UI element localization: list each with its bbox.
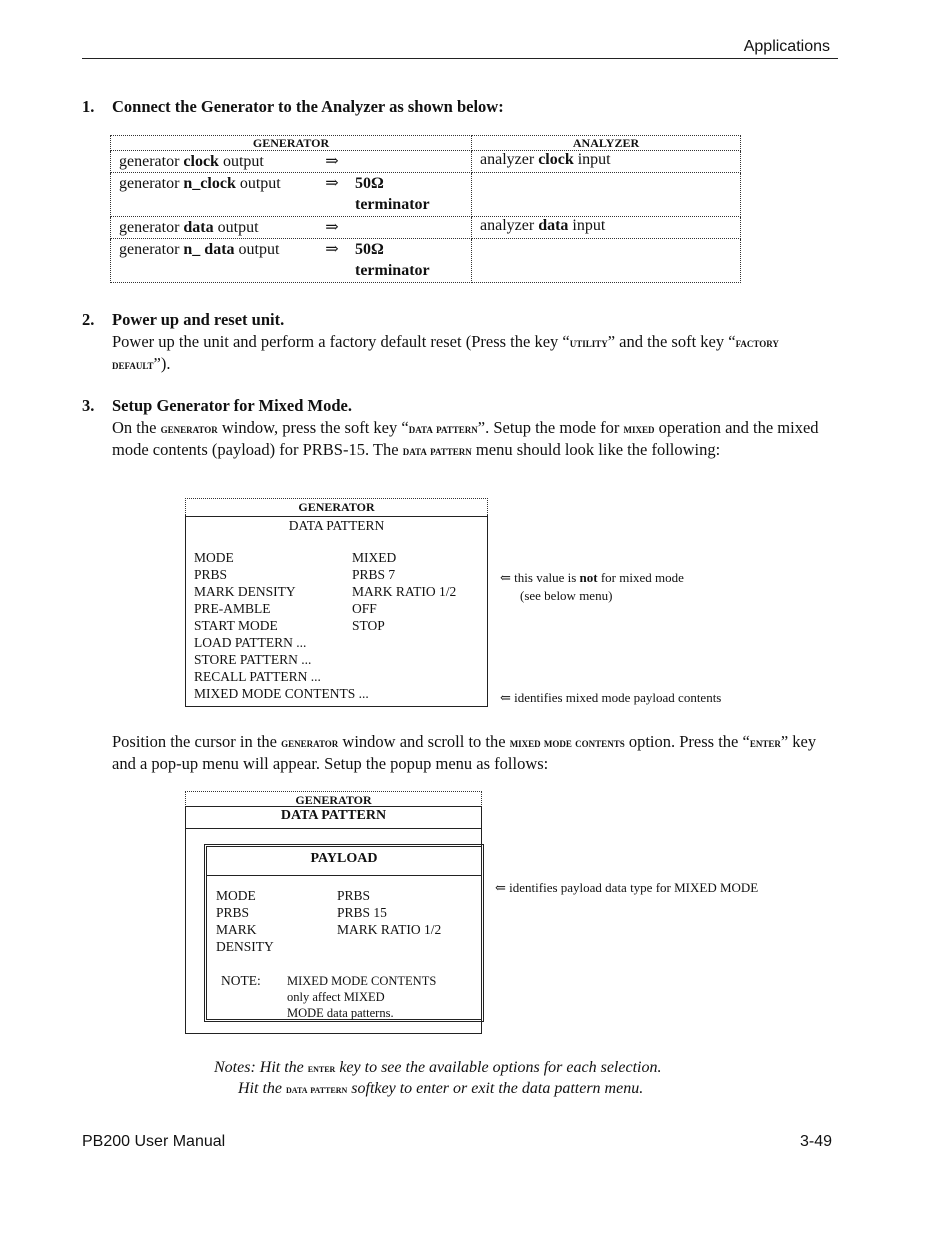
list-item [194, 634, 487, 651]
key-generator: generator [160, 421, 218, 436]
cell-bold: n_clock [183, 175, 236, 192]
list-item [194, 651, 487, 668]
menu-value: MIXED [352, 550, 397, 565]
text-bold: not [579, 570, 598, 585]
step-number: 2. [82, 310, 95, 329]
payload-popup [204, 844, 484, 1022]
text: Power up the unit and perform a factory default reset (Press the key “ [112, 332, 570, 351]
list-item [194, 617, 487, 634]
cell-text: generator [119, 175, 184, 192]
cell-text: output [234, 241, 280, 258]
menu-value: PRBS 15 [337, 905, 387, 920]
menu-key: MARK [216, 922, 257, 937]
cell-bold: clock [183, 153, 219, 170]
softkey-data-pattern: data pattern [286, 1084, 348, 1096]
menu-value: OFF [352, 601, 377, 616]
cell-bold: data [183, 219, 214, 236]
terminator-label: terminator [355, 262, 430, 279]
menu2-side-note: ⇐ identifies payload data type for MIXED MODE [495, 880, 759, 895]
menu-key: PRBS [194, 567, 228, 582]
empty-cell [472, 173, 741, 217]
menu-key: PRBS [216, 905, 250, 920]
text: menu should look like the following: [471, 440, 721, 459]
menu-key: PRE-AMBLE [194, 601, 271, 616]
cell-bold: data [538, 217, 569, 234]
menu-key: STORE PATTERN ... [194, 652, 312, 667]
text: Position the cursor in the [112, 732, 282, 751]
list-item [216, 938, 481, 955]
scroll-instructions [112, 731, 832, 774]
list-item [216, 921, 481, 938]
cell-text: output [235, 175, 281, 192]
note-line: only affect MIXED [287, 990, 385, 1004]
cell-text: output [218, 153, 264, 170]
note-line: MIXED MODE CONTENTS [287, 974, 437, 988]
text: ”). [153, 354, 171, 373]
text: window, press the soft key “ [217, 418, 409, 437]
list-item [194, 668, 487, 685]
cell-text: input [568, 217, 606, 234]
text: softkey to enter or exit the data pattern menu. [347, 1080, 644, 1097]
menu-key: MODE [216, 888, 256, 903]
empty-cell [472, 239, 741, 283]
text: option. Press the “ [624, 732, 750, 751]
menu-value: MARK RATIO 1/2 [352, 584, 457, 599]
column-header-generator: GENERATOR [111, 136, 472, 151]
menu1-side-note-1 [500, 569, 684, 605]
cell-bold: clock [538, 151, 574, 168]
notes-line-1 [214, 1059, 661, 1077]
text: Notes: Hit the [214, 1059, 308, 1076]
step-2-text [112, 331, 832, 375]
header-section-title: Applications [743, 38, 830, 55]
text: (see below menu) [520, 588, 613, 603]
key-enter: enter [749, 735, 781, 750]
text: operation and the mixed mode contents (payload) for PRBS-15. The [112, 418, 819, 459]
cell-text: input [573, 151, 611, 168]
text: key to see the available options for each selection. [335, 1059, 662, 1076]
cell-text: analyzer [480, 151, 539, 168]
connection-table [110, 135, 741, 283]
header-rule [82, 58, 838, 59]
step-number: 1. [82, 97, 95, 116]
arrow-right-icon: ⇒ [325, 219, 339, 236]
note-line: MODE data patterns. [287, 1006, 394, 1020]
menu1-side-note-2: ⇐ identifies mixed mode payload contents [500, 690, 722, 705]
footer-page-number: 3-49 [799, 1133, 832, 1150]
softkey-factory-default: factory default [112, 335, 779, 372]
key-enter: enter [307, 1063, 336, 1075]
step-3-text [112, 417, 832, 461]
terminator-value: 50Ω [355, 175, 384, 192]
menu-key: DENSITY [216, 939, 274, 954]
text: ” and the soft key “ [607, 332, 736, 351]
arrow-right-icon: ⇒ [325, 153, 339, 170]
cell-text: generator [119, 241, 184, 258]
menu-value: PRBS [337, 888, 371, 903]
menu1-list [186, 549, 487, 702]
menu-key: RECALL PATTERN ... [194, 669, 321, 684]
step-title: Power up and reset unit. [112, 310, 285, 329]
cell-text: generator [119, 219, 184, 236]
cell-text: analyzer [480, 217, 539, 234]
menu2-title: GENERATOR [295, 793, 372, 807]
step-1-heading [82, 97, 504, 117]
key-generator: generator [281, 735, 339, 750]
menu-key: MARK DENSITY [194, 584, 296, 599]
menu-key: MODE [194, 550, 234, 565]
key-utility: utility [569, 335, 608, 350]
payload-note [207, 973, 481, 1021]
list-item [194, 566, 487, 583]
list-item [216, 887, 481, 904]
step-title: Connect the Generator to the Analyzer as shown below: [112, 97, 504, 116]
menu-value: STOP [352, 618, 385, 633]
notes-line-2 [238, 1080, 643, 1098]
terminator-value: 50Ω [355, 241, 384, 258]
cell-text: output [213, 219, 259, 236]
text: for mixed mode [597, 570, 684, 585]
step-2-heading [82, 310, 284, 330]
menu-key: MIXED MODE CONTENTS ... [194, 686, 369, 701]
payload-list [207, 887, 481, 955]
menu2-box [185, 806, 482, 1034]
menu1-title: GENERATOR [298, 500, 375, 514]
text: On the [112, 418, 161, 437]
menu-value: MARK RATIO 1/2 [337, 922, 442, 937]
key-mixed: mixed [623, 421, 655, 436]
menu-key: LOAD PATTERN ... [194, 635, 307, 650]
list-item [194, 549, 487, 566]
arrow-left-icon: ⇐ [500, 570, 511, 585]
table-row [111, 239, 741, 283]
text: ” key and a pop-up menu will appear. Setup the popup menu as follows: [112, 732, 817, 773]
arrow-right-icon: ⇒ [325, 175, 339, 192]
step-title: Setup Generator for Mixed Mode. [112, 396, 352, 415]
list-item [194, 685, 487, 702]
table-row [111, 151, 741, 173]
key-mixed-mode-contents: mixed mode contents [509, 735, 625, 750]
list-item [194, 583, 487, 600]
column-header-analyzer: ANALYZER [472, 136, 741, 151]
cell-text: generator [119, 153, 184, 170]
step-number: 3. [82, 396, 95, 415]
table-row [111, 217, 741, 239]
menu2-subtitle: DATA PATTERN [186, 808, 481, 829]
step-3-heading [82, 396, 352, 416]
cell-bold: n_ data [183, 241, 235, 258]
text: this value is [514, 570, 580, 585]
menu1-box [185, 515, 488, 707]
text: ”. Setup the mode for [477, 418, 624, 437]
menu-value: PRBS 7 [352, 567, 396, 582]
arrow-right-icon: ⇒ [325, 241, 339, 258]
note-label: NOTE: [221, 973, 261, 988]
text: Hit the [238, 1080, 286, 1097]
menu-key: START MODE [194, 618, 278, 633]
softkey-data-pattern: data pattern [408, 421, 478, 436]
key-data-pattern: data pattern [402, 443, 472, 458]
footer-manual-title: PB200 User Manual [82, 1133, 226, 1150]
table-row [111, 173, 741, 217]
menu1-subtitle: DATA PATTERN [288, 518, 385, 533]
payload-popup-title: PAYLOAD [207, 851, 481, 876]
list-item [216, 904, 481, 921]
list-item [194, 600, 487, 617]
terminator-label: terminator [355, 196, 430, 213]
text: window and scroll to the [338, 732, 510, 751]
menu2-title-bar [185, 791, 482, 807]
